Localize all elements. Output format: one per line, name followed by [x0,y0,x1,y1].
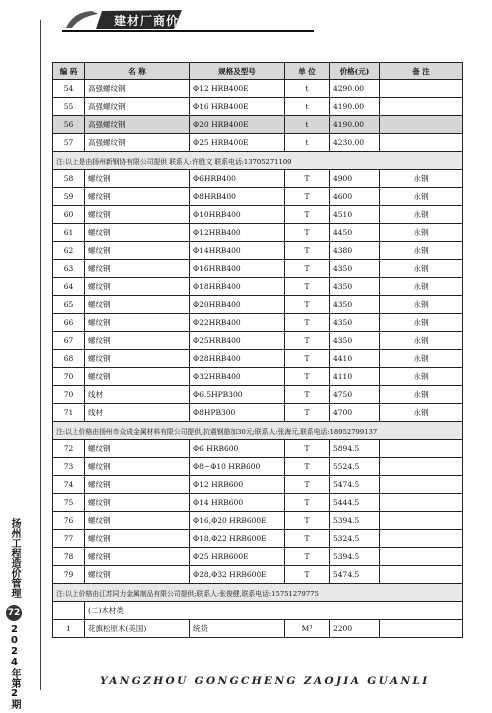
header-banner [62,8,312,30]
journal-title: 扬州工程造价管理 [9,518,20,598]
cell-spec: Φ22HRB400 [190,314,285,332]
table-row [53,170,463,188]
cell-spec: Φ25HRB400 [190,332,285,350]
cell-remark [380,620,463,638]
table-row [53,116,463,134]
cell-name: 螺纹钢 [85,332,190,350]
cell-unit: T [285,368,330,386]
cell-price: 4450 [330,224,380,242]
cell-code [53,602,85,620]
table-row [53,458,463,476]
cell-price: 4350 [330,314,380,332]
cell-unit: T [285,566,330,584]
cell-remark [380,134,463,152]
cell-price: 4900 [330,170,380,188]
cell-unit: T [285,440,330,458]
cell-unit: M³ [285,620,330,638]
journal-footer: YANGZHOU GONGCHENG ZAOJIA GUANLI [100,675,430,687]
cell-unit: T [285,188,330,206]
cell-code: 73 [53,458,85,476]
table-row [53,548,463,566]
table-row [53,440,463,458]
price-table [52,62,463,638]
cell-spec: Φ16 HRB400E [190,98,285,116]
table-row [53,98,463,116]
cell-unit: T [285,404,330,422]
table-row [53,386,463,404]
cell-code: 63 [53,260,85,278]
table-row [53,620,463,638]
cell-remark: 永钢 [380,404,463,422]
cell-remark: 永钢 [380,278,463,296]
table-row [53,314,463,332]
cell-name: 螺纹钢 [85,494,190,512]
cell-spec: Φ12 HRB400E [190,80,285,98]
cell-name: 螺纹钢 [85,206,190,224]
cell-price: 5444.5 [330,494,380,512]
cell-code: 65 [53,296,85,314]
table-row [53,296,463,314]
table-row [53,278,463,296]
cell-spec: Φ16,Φ20 HRB600E [190,512,285,530]
note-row [53,152,463,170]
cell-price: 4380 [330,242,380,260]
cell-spec: Φ6HRB400 [190,170,285,188]
cell-price: 4510 [330,206,380,224]
cell-unit: T [285,296,330,314]
cell-spec: Φ20 HRB400E [190,116,285,134]
cell-unit: T [285,512,330,530]
cell-remark [380,512,463,530]
cell-code: 70 [53,368,85,386]
cell-code: 67 [53,332,85,350]
cell-code: 57 [53,134,85,152]
cell-name: 螺纹钢 [85,566,190,584]
cell-code: 54 [53,80,85,98]
note-row [53,584,463,602]
cell-code: 1 [53,620,85,638]
cell-remark: 永钢 [380,350,463,368]
cell-price: 4350 [330,332,380,350]
table-row [53,404,463,422]
cell-code: 68 [53,350,85,368]
cell-unit: T [285,350,330,368]
cell-price: 4230.00 [330,134,380,152]
cell-name: 高强螺纹钢 [85,116,190,134]
cell-remark: 永钢 [380,332,463,350]
table-row [53,566,463,584]
cell-unit: T [285,494,330,512]
cell-name: 高强螺纹钢 [85,98,190,116]
cell-remark: 永钢 [380,314,463,332]
table-row [53,476,463,494]
cell-code: 55 [53,98,85,116]
cell-code: 75 [53,494,85,512]
cell-name: 花旗松原木(美国) [85,620,190,638]
cell-price: 4700 [330,404,380,422]
cell-price: 4750 [330,386,380,404]
cell-code: 59 [53,188,85,206]
cell-unit: T [285,278,330,296]
cell-spec: Φ10HRB400 [190,206,285,224]
cell-spec: Φ14 HRB600 [190,494,285,512]
cell-unit: T [285,458,330,476]
cell-spec: Φ28HRB400 [190,350,285,368]
table-row [53,530,463,548]
cell-remark [380,80,463,98]
cell-price: 5394.5 [330,548,380,566]
cell-name: 高强螺纹钢 [85,80,190,98]
cell-price: 2200 [330,620,380,638]
cell-remark [380,98,463,116]
cell-name: 螺纹钢 [85,242,190,260]
col-header-name: 名 称 [85,63,190,80]
cell-code: 74 [53,476,85,494]
cell-unit: T [285,530,330,548]
side-rule [40,20,41,690]
table-row [53,206,463,224]
cell-price: 4410 [330,350,380,368]
cell-name: 螺纹钢 [85,440,190,458]
cell-price: 4350 [330,278,380,296]
cell-name: 螺纹钢 [85,548,190,566]
cell-remark [380,530,463,548]
cell-price: 5894.5 [330,440,380,458]
cell-code: 66 [53,314,85,332]
cell-spec: Φ25 HRB600E [190,548,285,566]
cell-spec: Φ25 HRB400E [190,134,285,152]
cell-remark: 永钢 [380,260,463,278]
table-row [53,512,463,530]
section-title: 建材厂商价 [114,14,180,28]
cell-unit: T [285,476,330,494]
cell-name: 螺纹钢 [85,188,190,206]
cell-code: 64 [53,278,85,296]
cell-remark: 永钢 [380,242,463,260]
cell-spec: Φ12 HRB600 [190,476,285,494]
cell-name: 螺纹钢 [85,170,190,188]
cell-price: 4190.00 [330,98,380,116]
cell-code: 77 [53,530,85,548]
cell-unit: t [285,98,330,116]
cell-name: 线材 [85,386,190,404]
section-row [53,602,463,620]
cell-spec: Φ8HRB400 [190,188,285,206]
header-rule [62,30,314,32]
cell-spec: Φ28,Φ32 HRB600E [190,566,285,584]
cell-unit: T [285,332,330,350]
cell-remark [380,566,463,584]
cell-spec: Φ6 HRB600 [190,440,285,458]
supplier-note: 注:以上价格由扬州市众成金属材料有限公司提供,抗震钢筋加30元;联系人:张海元,联系电话:18952799137 [53,422,463,440]
cell-unit: t [285,116,330,134]
cell-remark: 永钢 [380,296,463,314]
cell-price: 4190.00 [330,116,380,134]
cell-price: 5394.5 [330,512,380,530]
col-header-price: 价格(元) [330,63,380,80]
cell-unit: T [285,242,330,260]
cell-name: 螺纹钢 [85,476,190,494]
cell-name: 螺纹钢 [85,260,190,278]
cell-code: 71 [53,404,85,422]
table-row [53,494,463,512]
cell-code: 76 [53,512,85,530]
cell-unit: T [285,548,330,566]
cell-name: 高强螺纹钢 [85,134,190,152]
cell-price: 5324.5 [330,530,380,548]
cell-remark: 永钢 [380,386,463,404]
cell-spec: Φ8~Φ10 HRB600 [190,458,285,476]
cell-remark: 永钢 [380,206,463,224]
table-row [53,188,463,206]
cell-spec: Φ6.5HPB300 [190,386,285,404]
cell-spec: Φ12HRB400 [190,224,285,242]
cell-price: 4290.00 [330,80,380,98]
col-header-unit: 单 位 [285,63,330,80]
supplier-note: 注:以上价格由江苏同力金属制品有限公司提供;联系人:张俊健,联系电话:15751279775 [53,584,463,602]
section-heading: (二)木材类 [85,602,463,620]
cell-spec: Φ14HRB400 [190,242,285,260]
cell-remark [380,116,463,134]
cell-code: 72 [53,440,85,458]
cell-unit: T [285,206,330,224]
cell-remark [380,476,463,494]
cell-unit: T [285,224,330,242]
header-brush-graphic [62,8,312,30]
cell-code: 58 [53,170,85,188]
note-row [53,422,463,440]
table-row [53,260,463,278]
cell-spec: Φ18,Φ22 HRB600E [190,530,285,548]
cell-spec: Φ18HRB400 [190,278,285,296]
cell-price: 5474.5 [330,476,380,494]
cell-price: 5474.5 [330,566,380,584]
cell-spec: Φ20HRB400 [190,296,285,314]
col-header-remark: 备 注 [380,63,463,80]
cell-price: 4110 [330,368,380,386]
cell-unit: t [285,134,330,152]
cell-price: 4350 [330,260,380,278]
journal-sidebar [3,518,25,713]
table-row [53,242,463,260]
table-row [53,332,463,350]
table-row [53,350,463,368]
table-row [53,80,463,98]
cell-remark: 永钢 [380,368,463,386]
cell-unit: T [285,260,330,278]
cell-code: 61 [53,224,85,242]
table-row [53,224,463,242]
table-row [53,134,463,152]
cell-remark [380,548,463,566]
cell-unit: T [285,170,330,188]
supplier-note: 注:以上是由扬州新钢协有限公司提供 联系人:许胜文 联系电话:13705271109 [53,152,463,170]
cell-name: 螺纹钢 [85,368,190,386]
cell-name: 螺纹钢 [85,314,190,332]
cell-name: 螺纹钢 [85,224,190,242]
col-header-spec: 规格及型号 [190,63,285,80]
cell-name: 线材 [85,404,190,422]
cell-name: 螺纹钢 [85,278,190,296]
cell-remark [380,440,463,458]
cell-price: 4350 [330,296,380,314]
cell-code: 78 [53,548,85,566]
cell-remark: 永钢 [380,170,463,188]
cell-price: 5524.5 [330,458,380,476]
table-header-row [53,63,463,80]
cell-unit: T [285,386,330,404]
page-number: 72 [6,605,22,621]
cell-code: 79 [53,566,85,584]
cell-code: 70 [53,386,85,404]
cell-spec: 统货 [190,620,285,638]
issue-label: 2024年第2期 [9,624,20,709]
cell-name: 螺纹钢 [85,512,190,530]
table-row [53,368,463,386]
cell-remark: 永钢 [380,224,463,242]
cell-name: 螺纹钢 [85,296,190,314]
cell-name: 螺纹钢 [85,530,190,548]
cell-unit: t [285,80,330,98]
cell-spec: Φ32HRB400 [190,368,285,386]
cell-unit: T [285,314,330,332]
cell-name: 螺纹钢 [85,458,190,476]
cell-remark [380,494,463,512]
cell-remark: 永钢 [380,188,463,206]
cell-remark [380,458,463,476]
cell-code: 60 [53,206,85,224]
col-header-code: 编 码 [53,63,85,80]
cell-spec: Φ16HRB400 [190,260,285,278]
cell-code: 62 [53,242,85,260]
cell-price: 4600 [330,188,380,206]
cell-name: 螺纹钢 [85,350,190,368]
cell-code: 56 [53,116,85,134]
cell-spec: Φ8HPB300 [190,404,285,422]
